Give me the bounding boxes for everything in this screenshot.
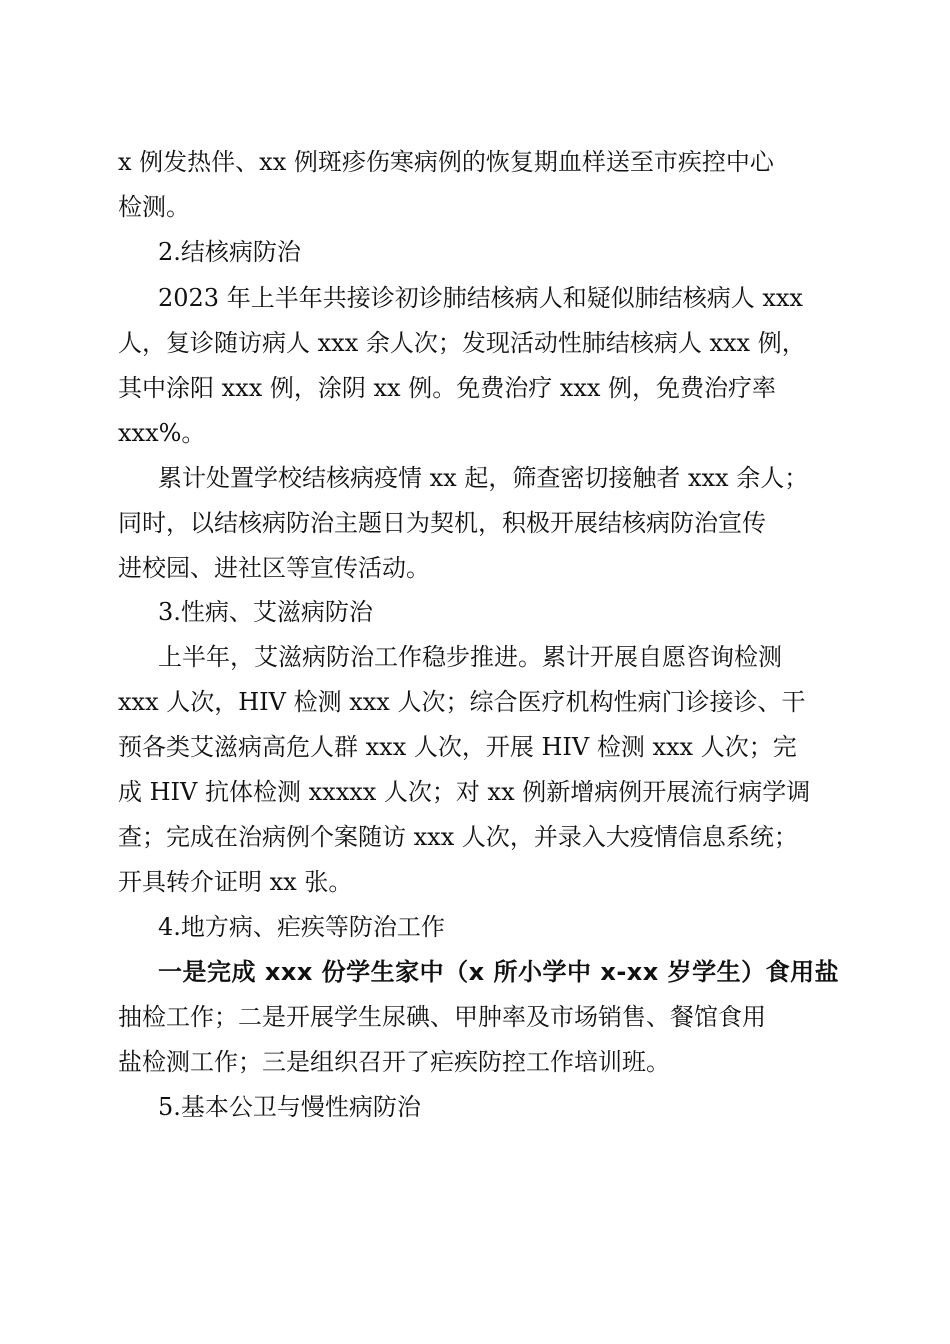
section-heading: 4.地方病、疟疾等防治工作 [158, 913, 445, 941]
text-line: 成 HIV 抗体检测 xxxxx 人次；对 xx 例新增病例开展流行病学调 [118, 778, 811, 806]
text-line: 其中涂阳 xxx 例，涂阴 xx 例。免费治疗 xxx 例，免费治疗率 [118, 374, 777, 402]
text-line: 查；完成在治病例个案随访 xxx 人次，并录入大疫情信息系统； [118, 823, 798, 851]
text-line: 开具转介证明 xx 张。 [118, 868, 353, 896]
text-line: 人，复诊随访病人 xxx 余人次；发现活动性肺结核病人 xxx 例， [118, 329, 806, 357]
section-heading: 5.基本公卫与慢性病防治 [158, 1093, 421, 1121]
text-line: 一是完成 xxx 份学生家中（x 所小学中 x-xx 岁学生）食用盐 [158, 958, 840, 986]
text-line: 同时，以结核病防治主题日为契机，积极开展结核病防治宣传 [118, 509, 766, 537]
text-line: 预各类艾滋病高危人群 xxx 人次，开展 HIV 检测 xxx 人次；完 [118, 733, 797, 761]
section-heading: 2.结核病防治 [158, 238, 301, 266]
text-line: 抽检工作；二是开展学生尿碘、甲肿率及市场销售、餐馆食用 [118, 1003, 766, 1031]
text-line: xxx 人次，HIV 检测 xxx 人次；综合医疗机构性病门诊接诊、干 [118, 688, 806, 716]
text-line: 盐检测工作；三是组织召开了疟疾防控工作培训班。 [118, 1048, 670, 1076]
text-line: x 例发热伴、xx 例斑疹伤寒病例的恢复期血样送至市疾控中心 [118, 148, 774, 176]
text-line: 进校园、进社区等宣传活动。 [118, 554, 430, 582]
text-line: 上半年，艾滋病防治工作稳步推进。累计开展自愿咨询检测 [158, 643, 782, 671]
text-line: xxx%。 [118, 419, 206, 447]
text-line: 2023 年上半年共接诊初诊肺结核病人和疑似肺结核病人 xxx [158, 284, 803, 312]
text-line: 累计处置学校结核病疫情 xx 起，筛查密切接触者 xxx 余人； [158, 464, 809, 492]
text-line: 检测。 [118, 193, 190, 221]
section-heading: 3.性病、艾滋病防治 [158, 598, 373, 626]
